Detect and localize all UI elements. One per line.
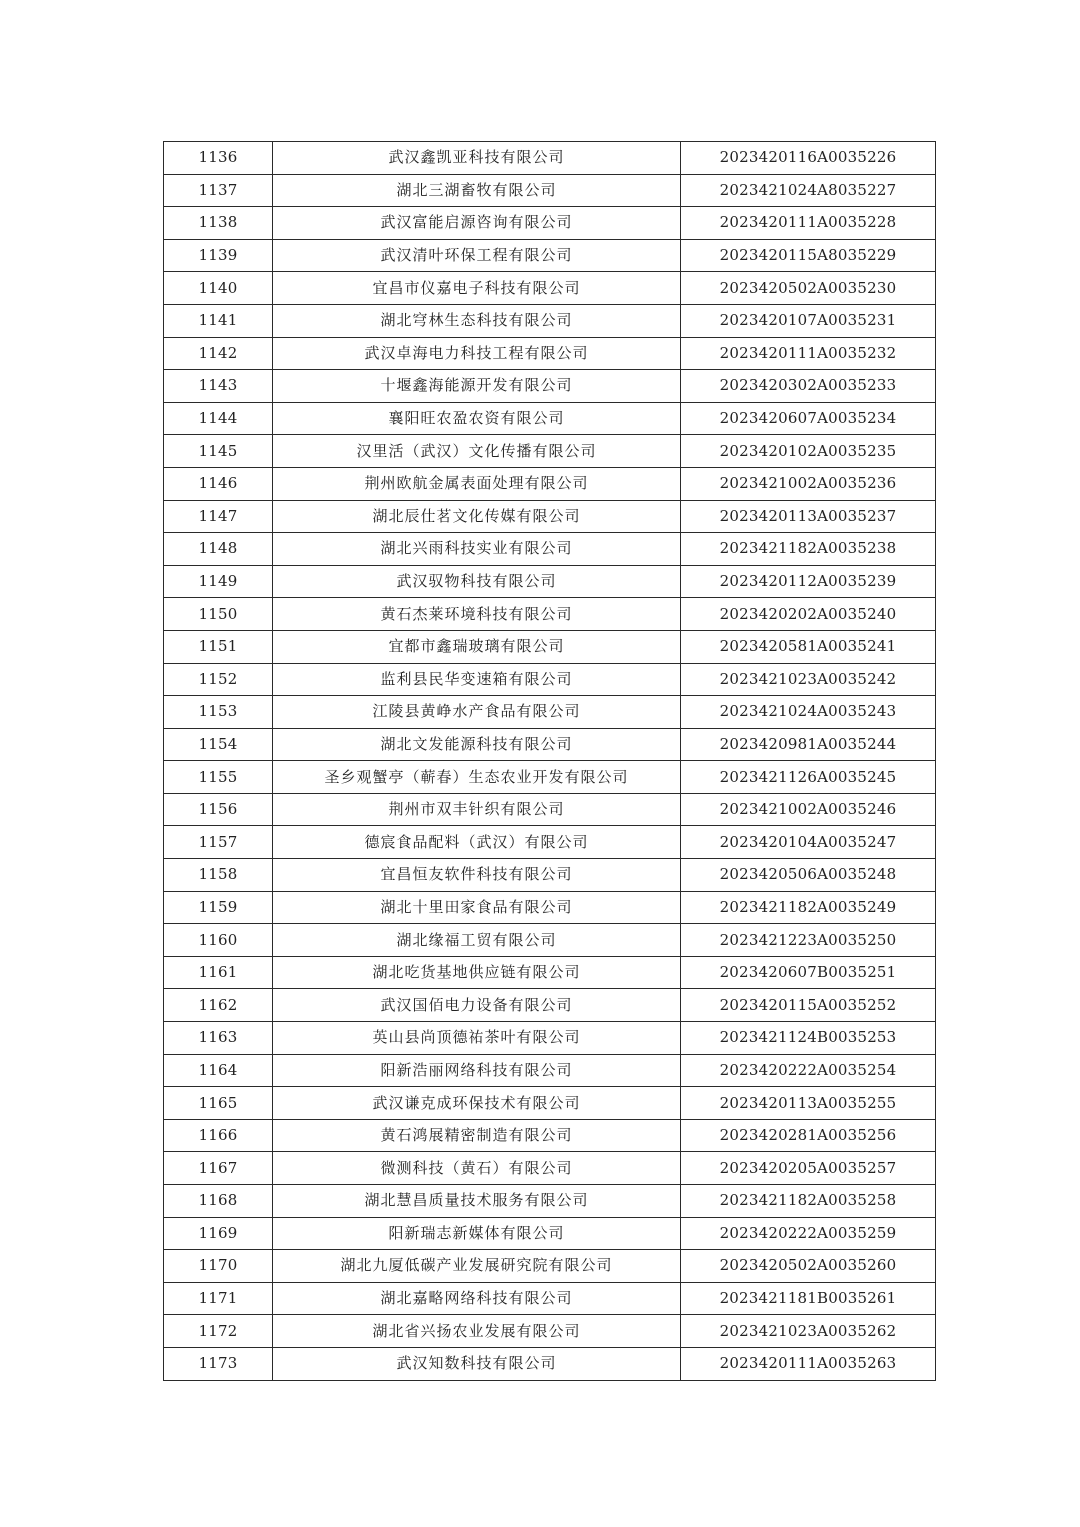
row-number-cell: 1150 [164,598,273,631]
registration-code-cell: 2023420113A0035237 [681,500,936,533]
company-name-cell: 阳新瑞志新媒体有限公司 [273,1217,681,1250]
row-number-cell: 1139 [164,239,273,272]
company-registry-table [163,141,936,1381]
registration-code-cell: 2023421182A0035249 [681,891,936,924]
registration-code-cell: 2023420502A0035230 [681,272,936,305]
company-name-cell: 武汉驭物科技有限公司 [273,565,681,598]
registration-code-cell: 2023420222A0035259 [681,1217,936,1250]
row-number-cell: 1168 [164,1185,273,1218]
table-row [164,1119,936,1152]
table-row [164,598,936,631]
company-name-cell: 黄石杰莱环境科技有限公司 [273,598,681,631]
registration-code-cell: 2023421002A0035236 [681,467,936,500]
table-row [164,174,936,207]
registration-code-cell: 2023421181B0035261 [681,1282,936,1315]
row-number-cell: 1167 [164,1152,273,1185]
table-row [164,272,936,305]
row-number-cell: 1169 [164,1217,273,1250]
table-row [164,370,936,403]
table-row [164,924,936,957]
company-name-cell: 武汉国佰电力设备有限公司 [273,989,681,1022]
company-name-cell: 阳新浩丽网络科技有限公司 [273,1054,681,1087]
company-name-cell: 宜都市鑫瑞玻璃有限公司 [273,630,681,663]
row-number-cell: 1152 [164,663,273,696]
row-number-cell: 1172 [164,1315,273,1348]
company-name-cell: 宜昌恒友软件科技有限公司 [273,859,681,892]
registry-table-body [164,142,936,1381]
company-name-cell: 湖北十里田家食品有限公司 [273,891,681,924]
registration-code-cell: 2023420111A0035263 [681,1347,936,1380]
company-name-cell: 武汉卓海电力科技工程有限公司 [273,337,681,370]
table-row [164,1054,936,1087]
table-row [164,142,936,175]
registration-code-cell: 2023420506A0035248 [681,859,936,892]
table-row [164,663,936,696]
row-number-cell: 1158 [164,859,273,892]
registration-code-cell: 2023420222A0035254 [681,1054,936,1087]
company-name-cell: 汉里活（武汉）文化传播有限公司 [273,435,681,468]
company-name-cell: 湖北兴雨科技实业有限公司 [273,533,681,566]
row-number-cell: 1159 [164,891,273,924]
table-row [164,304,936,337]
registration-code-cell: 2023420107A0035231 [681,304,936,337]
registration-code-cell: 2023421182A0035238 [681,533,936,566]
table-row [164,1087,936,1120]
table-row [164,956,936,989]
registration-code-cell: 2023420607A0035234 [681,402,936,435]
registration-code-cell: 2023421182A0035258 [681,1185,936,1218]
row-number-cell: 1147 [164,500,273,533]
table-row [164,1315,936,1348]
registration-code-cell: 2023420111A0035228 [681,207,936,240]
row-number-cell: 1142 [164,337,273,370]
company-name-cell: 湖北慧昌质量技术服务有限公司 [273,1185,681,1218]
table-row [164,826,936,859]
registration-code-cell: 2023421126A0035245 [681,761,936,794]
table-row [164,1152,936,1185]
registration-code-cell: 2023420581A0035241 [681,630,936,663]
registration-code-cell: 2023421124B0035253 [681,1022,936,1055]
table-row [164,793,936,826]
row-number-cell: 1163 [164,1022,273,1055]
table-row [164,239,936,272]
table-row [164,565,936,598]
company-name-cell: 湖北省兴扬农业发展有限公司 [273,1315,681,1348]
row-number-cell: 1156 [164,793,273,826]
registration-code-cell: 2023420111A0035232 [681,337,936,370]
registration-code-cell: 2023420202A0035240 [681,598,936,631]
company-name-cell: 湖北缘福工贸有限公司 [273,924,681,957]
table-row [164,1282,936,1315]
row-number-cell: 1136 [164,142,273,175]
company-name-cell: 监利县民华变速箱有限公司 [273,663,681,696]
registration-code-cell: 2023421002A0035246 [681,793,936,826]
table-row [164,1217,936,1250]
registration-code-cell: 2023420113A0035255 [681,1087,936,1120]
registration-code-cell: 2023420502A0035260 [681,1250,936,1283]
table-row [164,1185,936,1218]
row-number-cell: 1148 [164,533,273,566]
table-row [164,761,936,794]
row-number-cell: 1137 [164,174,273,207]
registration-code-cell: 2023420102A0035235 [681,435,936,468]
registration-code-cell: 2023420104A0035247 [681,826,936,859]
company-name-cell: 黄石鸿展精密制造有限公司 [273,1119,681,1152]
row-number-cell: 1165 [164,1087,273,1120]
table-row [164,533,936,566]
row-number-cell: 1155 [164,761,273,794]
row-number-cell: 1170 [164,1250,273,1283]
row-number-cell: 1141 [164,304,273,337]
company-name-cell: 湖北吃货基地供应链有限公司 [273,956,681,989]
table-row [164,859,936,892]
row-number-cell: 1149 [164,565,273,598]
table-row [164,1250,936,1283]
table-row [164,989,936,1022]
company-name-cell: 武汉清叶环保工程有限公司 [273,239,681,272]
company-name-cell: 湖北九厦低碳产业发展研究院有限公司 [273,1250,681,1283]
row-number-cell: 1164 [164,1054,273,1087]
company-name-cell: 武汉知数科技有限公司 [273,1347,681,1380]
company-name-cell: 湖北辰仕茗文化传媒有限公司 [273,500,681,533]
row-number-cell: 1166 [164,1119,273,1152]
registration-code-cell: 2023421024A0035243 [681,696,936,729]
row-number-cell: 1173 [164,1347,273,1380]
company-name-cell: 英山县尚顶德祐茶叶有限公司 [273,1022,681,1055]
registration-code-cell: 2023420205A0035257 [681,1152,936,1185]
company-name-cell: 武汉谦克成环保技术有限公司 [273,1087,681,1120]
table-row [164,500,936,533]
registration-code-cell: 2023420302A0035233 [681,370,936,403]
registration-code-cell: 2023420981A0035244 [681,728,936,761]
registration-code-cell: 2023420112A0035239 [681,565,936,598]
table-row [164,1022,936,1055]
registration-code-cell: 2023421223A0035250 [681,924,936,957]
company-name-cell: 宜昌市仪嘉电子科技有限公司 [273,272,681,305]
table-row [164,630,936,663]
row-number-cell: 1144 [164,402,273,435]
row-number-cell: 1153 [164,696,273,729]
table-row [164,435,936,468]
row-number-cell: 1154 [164,728,273,761]
row-number-cell: 1145 [164,435,273,468]
company-name-cell: 湖北三湖畜牧有限公司 [273,174,681,207]
table-row [164,337,936,370]
row-number-cell: 1161 [164,956,273,989]
row-number-cell: 1140 [164,272,273,305]
registration-code-cell: 2023421023A0035242 [681,663,936,696]
table-row [164,728,936,761]
table-row [164,467,936,500]
company-name-cell: 襄阳旺农盈农资有限公司 [273,402,681,435]
row-number-cell: 1160 [164,924,273,957]
row-number-cell: 1157 [164,826,273,859]
company-name-cell: 十堰鑫海能源开发有限公司 [273,370,681,403]
company-name-cell: 荆州欧航金属表面处理有限公司 [273,467,681,500]
row-number-cell: 1138 [164,207,273,240]
row-number-cell: 1162 [164,989,273,1022]
company-name-cell: 荆州市双丰针织有限公司 [273,793,681,826]
company-name-cell: 湖北穹林生态科技有限公司 [273,304,681,337]
company-name-cell: 武汉富能启源咨询有限公司 [273,207,681,240]
company-name-cell: 圣乡观蟹亭（蕲春）生态农业开发有限公司 [273,761,681,794]
registration-code-cell: 2023421024A8035227 [681,174,936,207]
company-name-cell: 武汉鑫凯亚科技有限公司 [273,142,681,175]
registration-code-cell: 2023421023A0035262 [681,1315,936,1348]
registration-code-cell: 2023420607B0035251 [681,956,936,989]
company-name-cell: 德宸食品配料（武汉）有限公司 [273,826,681,859]
registration-code-cell: 2023420116A0035226 [681,142,936,175]
table-row [164,1347,936,1380]
table-row [164,891,936,924]
row-number-cell: 1143 [164,370,273,403]
table-row [164,207,936,240]
company-name-cell: 湖北文发能源科技有限公司 [273,728,681,761]
company-name-cell: 湖北嘉略网络科技有限公司 [273,1282,681,1315]
row-number-cell: 1151 [164,630,273,663]
row-number-cell: 1146 [164,467,273,500]
registration-code-cell: 2023420115A0035252 [681,989,936,1022]
registration-code-cell: 2023420281A0035256 [681,1119,936,1152]
registration-code-cell: 2023420115A8035229 [681,239,936,272]
company-name-cell: 微测科技（黄石）有限公司 [273,1152,681,1185]
table-row [164,696,936,729]
company-name-cell: 江陵县黄峥水产食品有限公司 [273,696,681,729]
table-row [164,402,936,435]
row-number-cell: 1171 [164,1282,273,1315]
